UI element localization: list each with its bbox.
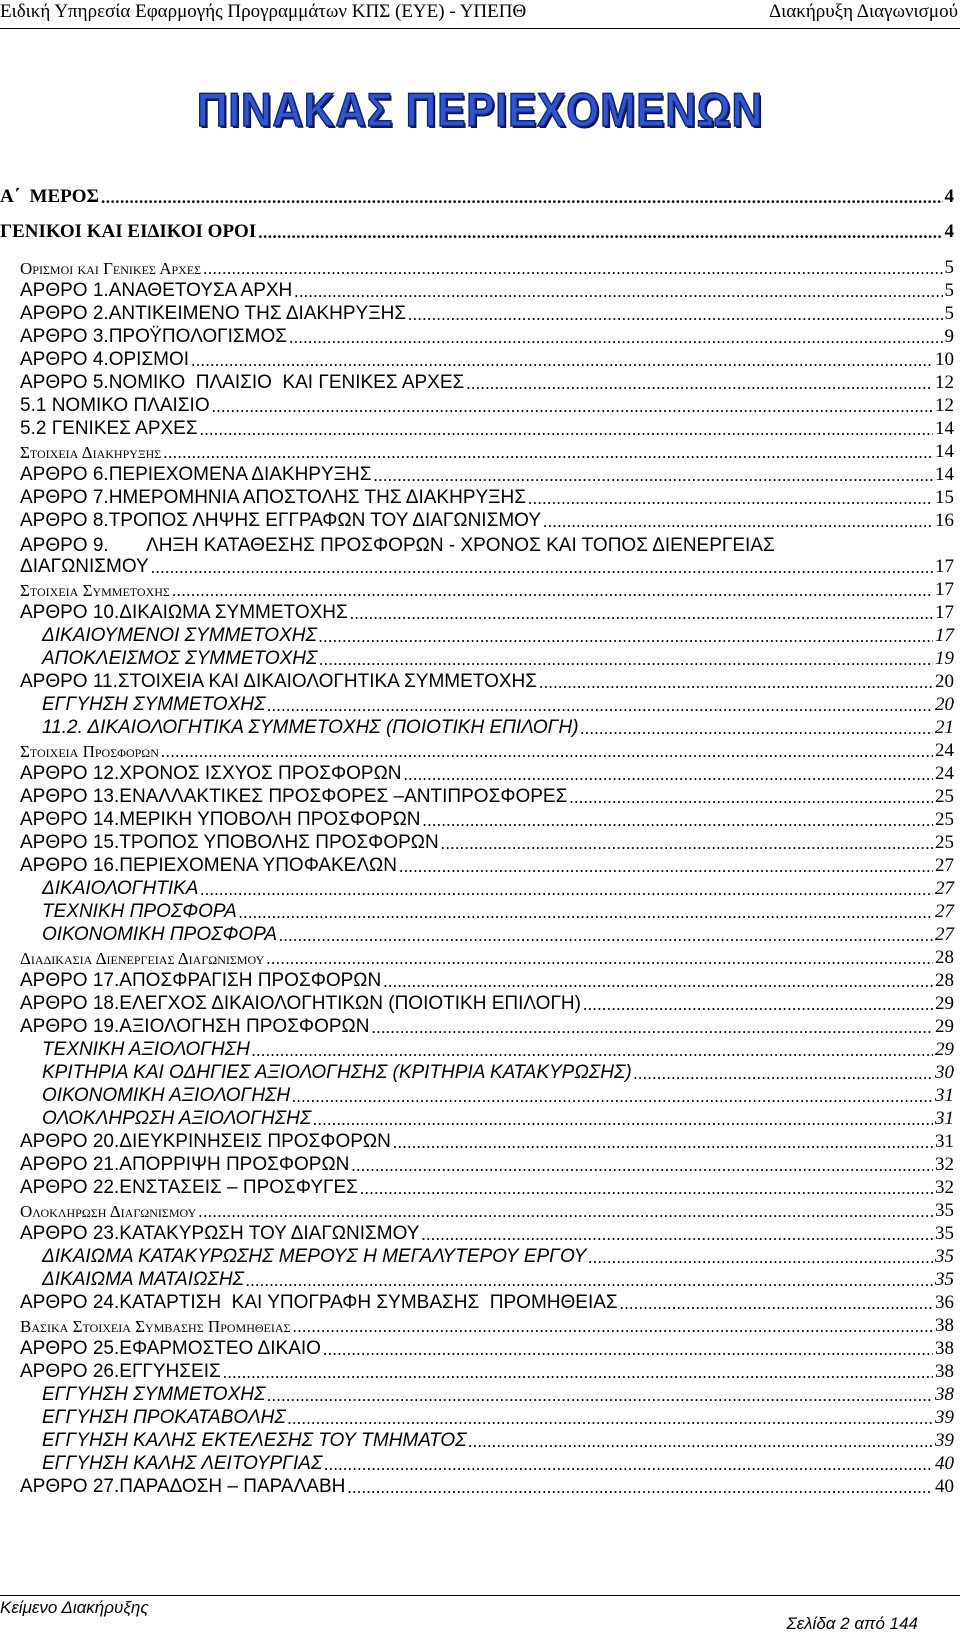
toc-subitem-performance-guarantee[interactable] xyxy=(42,1430,954,1452)
toc-entry-text: ΟΛΟΚΛΗΡΩΣΗ ΑΞΙΟΛΟΓΗΣΗΣ xyxy=(42,1108,312,1129)
article-label: ΑΡΘΡΟ 14. xyxy=(20,809,120,830)
toc-page-number: 27 xyxy=(935,901,954,922)
toc-article-5[interactable] xyxy=(20,372,954,394)
toc-article-18[interactable] xyxy=(20,993,954,1015)
toc-entry-text: ΜΕΡΙΚΗ ΥΠΟΒΟΛΗ ΠΡΟΣΦΟΡΩΝ xyxy=(119,809,421,830)
toc-article-19[interactable] xyxy=(20,1016,954,1038)
dot-leader xyxy=(583,995,933,1015)
toc-article-14[interactable] xyxy=(20,809,954,831)
dot-leader xyxy=(161,742,933,762)
dot-leader xyxy=(200,880,933,900)
toc-page-number: 4 xyxy=(944,186,954,207)
dot-leader xyxy=(289,328,942,348)
toc-entry-text: ΕΛΕΓΧΟΣ ΔΙΚΑΙΟΛΟΓΗΤΙΚΩΝ (ΠΟΙΟΤΙΚΗ ΕΠΙΛΟΓΗ) xyxy=(119,993,581,1014)
toc-page-number: 27 xyxy=(935,855,954,876)
toc-article-13[interactable] xyxy=(20,786,954,808)
toc-section-procedure[interactable] xyxy=(20,947,954,969)
toc-page-number: 31 xyxy=(935,1085,954,1106)
toc-article-16[interactable] xyxy=(20,855,954,877)
article-label: ΑΡΘΡΟ 2. xyxy=(20,303,109,324)
toc-subitem-award-right[interactable] xyxy=(42,1246,954,1268)
article-label: ΑΡΘΡΟ 12. xyxy=(20,763,120,784)
article-label: ΑΡΘΡΟ 15. xyxy=(20,832,120,853)
dot-leader xyxy=(360,1179,933,1199)
toc-page-number: 9 xyxy=(944,326,954,347)
dot-leader xyxy=(267,1386,933,1406)
header-organization: Ειδική Υπηρεσία Εφαρμογής Προγραμμάτων ΚΠΣ (ΕΥΕ) - ΥΠΕΠΘ xyxy=(0,1,527,22)
toc-section-participation[interactable] xyxy=(20,579,954,601)
dot-leader xyxy=(212,397,933,417)
dot-leader xyxy=(373,466,933,486)
toc-entry-text: ΚΑΤΑΚΥΡΩΣΗ ΤΟΥ ΔΙΑΓΩΝΙΣΜΟΥ xyxy=(119,1223,420,1244)
article-label: ΑΡΘΡΟ 24. xyxy=(20,1292,120,1313)
article-label: ΑΡΘΡΟ 10. xyxy=(20,602,120,623)
toc-page-number: 28 xyxy=(935,947,954,968)
toc-page-number: 27 xyxy=(935,924,954,945)
dot-leader xyxy=(266,949,933,969)
toc-page-number: 35 xyxy=(935,1223,954,1244)
dot-leader xyxy=(528,489,933,509)
toc-subitem-advance-guarantee[interactable] xyxy=(42,1407,954,1429)
article-label: ΑΡΘΡΟ 3. xyxy=(20,326,109,347)
toc-page-number: 25 xyxy=(935,809,954,830)
toc-subsection-5-1[interactable] xyxy=(20,395,954,417)
toc-article-27[interactable] xyxy=(20,1476,954,1498)
toc-page-number: 17 xyxy=(935,556,954,577)
toc-page-number: 29 xyxy=(935,1016,954,1037)
dot-leader xyxy=(313,1110,933,1130)
toc-page-number: 31 xyxy=(935,1108,954,1129)
toc-article-23[interactable] xyxy=(20,1223,954,1245)
toc-section-completion[interactable] xyxy=(20,1200,954,1222)
dot-leader xyxy=(351,1156,933,1176)
toc-page-number: 17 xyxy=(935,579,954,600)
toc-page-number: 24 xyxy=(935,763,954,784)
toc-subitem-financial-offer[interactable] xyxy=(42,924,954,946)
toc-entry-text: ΠΡΟΫΠΟΛΟΓΙΣΜΟΣ xyxy=(108,326,288,347)
dot-leader xyxy=(441,834,933,854)
dot-leader xyxy=(151,558,933,578)
dot-leader xyxy=(258,223,942,243)
toc-entry-text: Στοιχεια Διακηρυξης xyxy=(20,443,162,462)
article-label: ΑΡΘΡΟ 6. xyxy=(20,464,109,485)
dot-leader xyxy=(246,1271,933,1291)
toc-page-number: 4 xyxy=(944,221,954,242)
dot-leader xyxy=(252,1041,933,1061)
toc-subitem-technical-evaluation[interactable] xyxy=(42,1039,954,1061)
toc-article-10[interactable] xyxy=(20,602,954,624)
toc-page-number: 24 xyxy=(935,740,954,761)
dot-leader xyxy=(288,1409,933,1429)
toc-page-number: 10 xyxy=(935,349,954,370)
article-label: ΑΡΘΡΟ 26. xyxy=(20,1361,120,1382)
footer-page-counter: Σελίδα 2 από 144 xyxy=(786,1614,918,1633)
toc-entry-text: ΟΡΙΣΜΟΙ xyxy=(108,349,190,370)
toc-page-number: 40 xyxy=(935,1476,954,1497)
toc-entry-text: ΣΤΟΙΧΕΙΑ ΚΑΙ ΔΙΚΑΙΟΛΟΓΗΤΙΚΑ ΣΥΜΜΕΤΟΧΗΣ xyxy=(117,671,537,692)
toc-entry-text: Στοιχεια Προσφορων xyxy=(20,742,159,761)
toc-entry-text: ΛΗΞΗ ΚΑΤΑΘΕΣΗΣ ΠΡΟΣΦΟΡΩΝ - ΧΡΟΝΟΣ ΚΑΙ ΤΟΠΟΣ ΔΙΕΝΕΡΓΕΙΑΣ xyxy=(146,535,775,556)
toc-page-number: 15 xyxy=(935,487,954,508)
dot-leader xyxy=(292,1087,933,1107)
toc-page-number: 28 xyxy=(935,970,954,991)
article-label: ΑΡΘΡΟ 13. xyxy=(20,786,120,807)
dot-leader xyxy=(203,259,942,279)
toc-page-number: 35 xyxy=(935,1269,954,1290)
toc-entry-text: ΕΓΓΥΗΣΗ ΣΥΜΜΕΤΟΧΗΣ xyxy=(42,1384,266,1405)
toc-page-number: 25 xyxy=(935,832,954,853)
toc-article-25[interactable] xyxy=(20,1338,954,1360)
toc-page-number: 19 xyxy=(935,648,954,669)
toc-entry-text: ΚΡΙΤΗΡΙΑ ΚΑΙ ΟΔΗΓΙΕΣ ΑΞΙΟΛΟΓΗΣΗΣ (ΚΡΙΤΗΡΙΑ ΚΑΤΑΚΥΡΩΣΗΣ) xyxy=(42,1062,632,1083)
dot-leader xyxy=(279,926,933,946)
toc-entry-text: ΝΟΜΙΚΟ ΠΛΑΙΣΙΟ ΚΑΙ ΓΕΝΙΚΕΣ ΑΡΧΕΣ xyxy=(108,372,465,393)
article-label: ΑΡΘΡΟ 27. xyxy=(20,1476,120,1497)
toc-subitem-financial-evaluation[interactable] xyxy=(42,1085,954,1107)
toc-entry-text: ΑΠΟΡΡΙΨΗ ΠΡΟΣΦΟΡΩΝ xyxy=(119,1154,350,1175)
article-label: ΑΡΘΡΟ 25. xyxy=(20,1338,120,1359)
toc-page-number: 29 xyxy=(935,993,954,1014)
article-label: ΑΡΘΡΟ 16. xyxy=(20,855,120,876)
article-label: ΑΡΘΡΟ 20. xyxy=(20,1131,120,1152)
toc-page-number: 38 xyxy=(935,1384,954,1405)
toc-page-number: 14 xyxy=(935,441,954,462)
dot-leader xyxy=(198,1202,933,1222)
toc-page-number: 32 xyxy=(935,1154,954,1175)
toc-page-number: 12 xyxy=(935,395,954,416)
toc-page-number: 30 xyxy=(935,1062,954,1083)
toc-page-number: 20 xyxy=(935,671,954,692)
dot-leader xyxy=(319,650,933,670)
dot-leader xyxy=(200,420,933,440)
dot-leader xyxy=(101,188,943,208)
article-label: ΑΡΘΡΟ 19. xyxy=(20,1016,120,1037)
toc-entry-text: ΑΞΙΟΛΟΓΗΣΗ ΠΡΟΣΦΟΡΩΝ xyxy=(119,1016,370,1037)
toc-subitem-participation-guarantee[interactable] xyxy=(42,694,954,716)
toc-page-number: 38 xyxy=(935,1361,954,1382)
toc-section-contract[interactable] xyxy=(20,1315,954,1337)
dot-leader xyxy=(347,1478,933,1498)
toc-article-12[interactable] xyxy=(20,763,954,785)
article-label: ΑΡΘΡΟ 23. xyxy=(20,1223,120,1244)
toc-entry-text: ΕΓΓΥΗΣΗ ΚΑΛΗΣ ΛΕΙΤΟΥΡΓΙΑΣ xyxy=(42,1453,323,1474)
toc-entry-text: ΔΙΚΑΙΩΜΑ ΣΥΜΜΕΤΟΧΗΣ xyxy=(119,602,348,623)
toc-entry-text: ΕΝΣΤΑΣΕΙΣ – ΠΡΟΣΦΥΓΕΣ xyxy=(119,1177,358,1198)
toc-article-17[interactable] xyxy=(20,970,954,992)
toc-page-number: 16 xyxy=(935,510,954,531)
toc-entry-text: Α΄ ΜΕΡΟΣ xyxy=(0,186,99,207)
footer-document-name: Κείμενο Διακήρυξης xyxy=(0,1598,149,1617)
toc-page-number: 14 xyxy=(935,418,954,439)
dot-leader xyxy=(350,604,933,624)
toc-page-number: 17 xyxy=(935,625,954,646)
toc-entry-text: 11.2. ΔΙΚΑΙΟΛΟΓΗΤΙΚΑ ΣΥΜΜΕΤΟΧΗΣ (ΠΟΙΟΤΙΚΗ ΕΠΙΛΟΓΗ) xyxy=(42,717,579,738)
toc-entry-text: ΗΜΕΡΟΜΗΝΙΑ ΑΠΟΣΤΟΛΗΣ ΤΗΣ ΔΙΑΚΗΡΥΞΗΣ xyxy=(108,487,526,508)
toc-entry-text: Διαδικασια Διενεργειας Διαγωνισμου xyxy=(20,949,265,968)
dot-leader xyxy=(620,1294,933,1314)
dot-leader xyxy=(588,1248,933,1268)
toc-entry-text: ΔΙΚΑΙΟΥΜΕΝΟΙ ΣΥΜΜΕΤΟΧΗΣ xyxy=(42,625,317,646)
toc-page-number: 27 xyxy=(935,878,954,899)
toc-entry-text: ΑΠΟΚΛΕΙΣΜΟΣ ΣΥΜΜΕΤΟΧΗΣ xyxy=(42,648,318,669)
dot-leader xyxy=(371,1018,933,1038)
toc-page-number: 20 xyxy=(935,694,954,715)
toc-subitem-entitled[interactable] xyxy=(42,625,954,647)
dot-leader xyxy=(423,811,934,831)
toc-article-6[interactable] xyxy=(20,464,954,486)
toc-section-announcement[interactable] xyxy=(20,441,954,463)
dot-leader xyxy=(469,1432,933,1452)
toc-article-9-second-line[interactable] xyxy=(20,556,954,578)
toc-entry-text: Στοιχεια Συμμετοχης xyxy=(20,581,170,600)
toc-section-definitions[interactable] xyxy=(20,257,954,279)
article-label: ΑΡΘΡΟ 7. xyxy=(20,487,109,508)
toc-entry-text: ΠΑΡΑΔΟΣΗ – ΠΑΡΑΛΑΒΗ xyxy=(119,1476,346,1497)
toc-entry-text: ΔΙΚΑΙΟΛΟΓΗΤΙΚΑ xyxy=(42,878,199,899)
toc-entry-text: ΤΡΟΠΟΣ ΛΗΨΗΣ ΕΓΓΡΑΦΩΝ ΤΟΥ ΔΙΑΓΩΝΙΣΜΟΥ xyxy=(108,510,541,531)
toc-entry-text: Βασικα Στοιχεια Συμβασης Προμηθειας xyxy=(20,1317,291,1336)
header-document-title: Διακήρυξη Διαγωνισμού xyxy=(768,1,958,22)
dot-leader xyxy=(399,857,933,877)
dot-leader xyxy=(324,1455,933,1475)
toc-entry-text: ΕΝΑΛΛΑΚΤΙΚΕΣ ΠΡΟΣΦΟΡΕΣ –ΑΝΤΙΠΡΟΣΦΟΡΕΣ xyxy=(119,786,568,807)
toc-article-2[interactable] xyxy=(20,303,954,325)
toc-page-number: 39 xyxy=(935,1430,954,1451)
toc-entry-text: 5.1 ΝΟΜΙΚΟ ΠΛΑΙΣΙΟ xyxy=(20,395,210,416)
toc-entry-text: ΟΙΚΟΝΟΜΙΚΗ ΠΡΟΣΦΟΡΑ xyxy=(42,924,278,945)
article-label: ΑΡΘΡΟ 5. xyxy=(20,372,109,393)
toc-subitem-criteria[interactable] xyxy=(42,1062,954,1084)
dot-leader xyxy=(383,972,933,992)
toc-entry-text: ΔΙΚΑΙΩΜΑ ΜΑΤΑΙΩΣΗΣ xyxy=(42,1269,244,1290)
toc-page-number: 21 xyxy=(935,717,954,738)
toc-entry-text: Ορισμοι και Γενικες Αρχες xyxy=(20,259,202,278)
dot-leader xyxy=(267,696,933,716)
toc-page-number: 38 xyxy=(935,1338,954,1359)
toc-entry-text: ΕΓΓΥΗΣΗ ΠΡΟΚΑΤΑΒΟΛΗΣ xyxy=(42,1407,286,1428)
toc-entry-general-terms[interactable] xyxy=(0,221,954,243)
article-label: ΑΡΘΡΟ 18. xyxy=(20,993,120,1014)
toc-entry-text: Ολοκληρωση Διαγωνισμου xyxy=(20,1202,197,1221)
toc-entry-part-a[interactable] xyxy=(0,186,954,208)
dot-leader xyxy=(293,1317,933,1337)
toc-entry-text: ΓΕΝΙΚΟΙ ΚΑΙ ΕΙΔΙΚΟΙ ΟΡΟΙ xyxy=(0,221,257,242)
toc-entry-text: ΧΡΟΝΟΣ ΙΣΧΥΟΣ ΠΡΟΣΦΟΡΩΝ xyxy=(119,763,402,784)
toc-subitem-cancel-right[interactable] xyxy=(42,1269,954,1291)
article-label: ΑΡΘΡΟ 1. xyxy=(20,280,109,301)
dot-leader xyxy=(223,1363,933,1383)
toc-subitem-technical-offer[interactable] xyxy=(42,901,954,923)
dot-leader xyxy=(421,1225,933,1245)
toc-page-number: 25 xyxy=(935,786,954,807)
dot-leader xyxy=(569,788,933,808)
toc-article-22[interactable] xyxy=(20,1177,954,1199)
toc-page-number: 32 xyxy=(935,1177,954,1198)
toc-page-number: 5 xyxy=(944,303,954,324)
article-label: ΑΡΘΡΟ 21. xyxy=(20,1154,120,1175)
toc-entry-text: ΚΑΤΑΡΤΙΣΗ ΚΑΙ ΥΠΟΓΡΑΦΗ ΣΥΜΒΑΣΗΣ ΠΡΟΜΗΘΕΙΑΣ xyxy=(119,1292,618,1313)
dot-leader xyxy=(163,443,933,463)
header-divider xyxy=(0,28,960,29)
toc-page-number: 35 xyxy=(935,1246,954,1267)
toc-entry-text: ΕΓΓΥΗΣΗ ΚΑΛΗΣ ΕΚΤΕΛΕΣΗΣ ΤΟΥ ΤΜΗΜΑΤΟΣ xyxy=(42,1430,467,1451)
toc-subitem-documents[interactable] xyxy=(42,878,954,900)
article-label: ΑΡΘΡΟ 9. xyxy=(20,535,109,556)
toc-article-8[interactable] xyxy=(20,510,954,532)
toc-page-number: 5 xyxy=(944,257,954,278)
toc-entry-text: ΔΙΑΓΩΝΙΣΜΟΥ xyxy=(20,556,149,577)
toc-page-number: 5 xyxy=(944,280,954,301)
toc-article-7[interactable] xyxy=(20,487,954,509)
toc-entry-text: ΤΡΟΠΟΣ ΥΠΟΒΟΛΗΣ ΠΡΟΣΦΟΡΩΝ xyxy=(119,832,439,853)
toc-entry-text: ΤΕΧΝΙΚΗ ΠΡΟΣΦΟΡΑ xyxy=(42,901,237,922)
toc-article-9-first-line[interactable] xyxy=(20,535,775,557)
dot-leader xyxy=(543,512,933,532)
toc-page-number: 38 xyxy=(935,1315,954,1336)
toc-subsection-5-2[interactable] xyxy=(20,418,954,440)
toc-article-15[interactable] xyxy=(20,832,954,854)
toc-article-26[interactable] xyxy=(20,1361,954,1383)
toc-entry-text: ΔΙΕΥΚΡΙΝΗΣΕΙΣ ΠΡΟΣΦΟΡΩΝ xyxy=(119,1131,391,1152)
toc-entry-text: ΤΕΧΝΙΚΗ ΑΞΙΟΛΟΓΗΣΗ xyxy=(42,1039,250,1060)
toc-entry-text: ΟΙΚΟΝΟΜΙΚΗ ΑΞΙΟΛΟΓΗΣΗ xyxy=(42,1085,291,1106)
toc-page-number: 35 xyxy=(935,1200,954,1221)
toc-subitem-operation-guarantee[interactable] xyxy=(42,1453,954,1475)
article-label: ΑΡΘΡΟ 17. xyxy=(20,970,120,991)
toc-section-offers[interactable] xyxy=(20,740,954,762)
toc-entry-text: ΑΠΟΣΦΡΑΓΙΣΗ ΠΡΟΣΦΟΡΩΝ xyxy=(119,970,382,991)
dot-leader xyxy=(539,673,933,693)
toc-page-number: 31 xyxy=(935,1131,954,1152)
toc-article-24[interactable] xyxy=(20,1292,954,1314)
dot-leader xyxy=(172,581,933,601)
toc-entry-text: ΕΦΑΡΜΟΣΤΕΟ ΔΙΚΑΙΟ xyxy=(119,1338,321,1359)
dot-leader xyxy=(239,903,933,923)
dot-leader xyxy=(634,1064,933,1084)
toc-subitem-participation-guarantee-2[interactable] xyxy=(42,1384,954,1406)
dot-leader xyxy=(323,1340,933,1360)
dot-leader xyxy=(191,351,933,371)
dot-leader xyxy=(393,1133,933,1153)
toc-page-number: 14 xyxy=(935,464,954,485)
footer-divider xyxy=(0,1595,960,1596)
toc-page-number: 40 xyxy=(935,1453,954,1474)
dot-leader xyxy=(581,719,933,739)
toc-entry-text: ΕΓΓΥΗΣΕΙΣ xyxy=(119,1361,221,1382)
toc-article-21[interactable] xyxy=(20,1154,954,1176)
toc-article-20[interactable] xyxy=(20,1131,954,1153)
toc-article-4[interactable] xyxy=(20,349,954,371)
toc-article-1[interactable] xyxy=(20,280,954,302)
dot-leader xyxy=(294,282,942,302)
toc-entry-text: ΠΕΡΙΕΧΟΜΕΝΑ ΔΙΑΚΗΡΥΞΗΣ xyxy=(108,464,372,485)
article-label: ΑΡΘΡΟ 4. xyxy=(20,349,109,370)
toc-page-number: 29 xyxy=(935,1039,954,1060)
dot-leader xyxy=(404,765,934,785)
toc-entry-text: ΕΓΓΥΗΣΗ ΣΥΜΜΕΤΟΧΗΣ xyxy=(42,694,266,715)
toc-page-number: 36 xyxy=(935,1292,954,1313)
dot-leader xyxy=(466,374,933,394)
page-title: ΠΙΝΑΚΑΣ ΠΕΡΙΕΧΟΜΕΝΩΝ xyxy=(196,83,764,136)
toc-entry-text: ΑΝΑΘΕΤΟΥΣΑ ΑΡΧΗ xyxy=(108,280,293,301)
page-header xyxy=(0,0,960,26)
toc-subitem-exclusion[interactable] xyxy=(42,648,954,670)
dot-leader xyxy=(319,627,933,647)
article-label: ΑΡΘΡΟ 8. xyxy=(20,510,109,531)
dot-leader xyxy=(408,305,942,325)
article-label: ΑΡΘΡΟ 22. xyxy=(20,1177,120,1198)
toc-subitem-evaluation-completion[interactable] xyxy=(42,1108,954,1130)
toc-entry-text: ΠΕΡΙΕΧΟΜΕΝΑ ΥΠΟΦΑΚΕΛΩΝ xyxy=(119,855,397,876)
toc-entry-text: ΔΙΚΑΙΩΜΑ ΚΑΤΑΚΥΡΩΣΗΣ ΜΕΡΟΥΣ Η ΜΕΓΑΛΥΤΕΡΟΥ ΕΡΓΟΥ xyxy=(42,1246,587,1267)
toc-subitem-11-2[interactable] xyxy=(42,717,954,739)
toc-article-11[interactable] xyxy=(20,671,954,693)
article-label: ΑΡΘΡΟ 11. xyxy=(20,671,118,692)
toc-page-number: 12 xyxy=(935,372,954,393)
toc-article-3[interactable] xyxy=(20,326,954,348)
toc-page-number: 39 xyxy=(935,1407,954,1428)
toc-page-number: 17 xyxy=(935,602,954,623)
toc-entry-text: 5.2 ΓΕΝΙΚΕΣ ΑΡΧΕΣ xyxy=(20,418,198,439)
toc-entry-text: ΑΝΤΙΚΕΙΜΕΝΟ ΤΗΣ ΔΙΑΚΗΡΥΞΗΣ xyxy=(108,303,407,324)
